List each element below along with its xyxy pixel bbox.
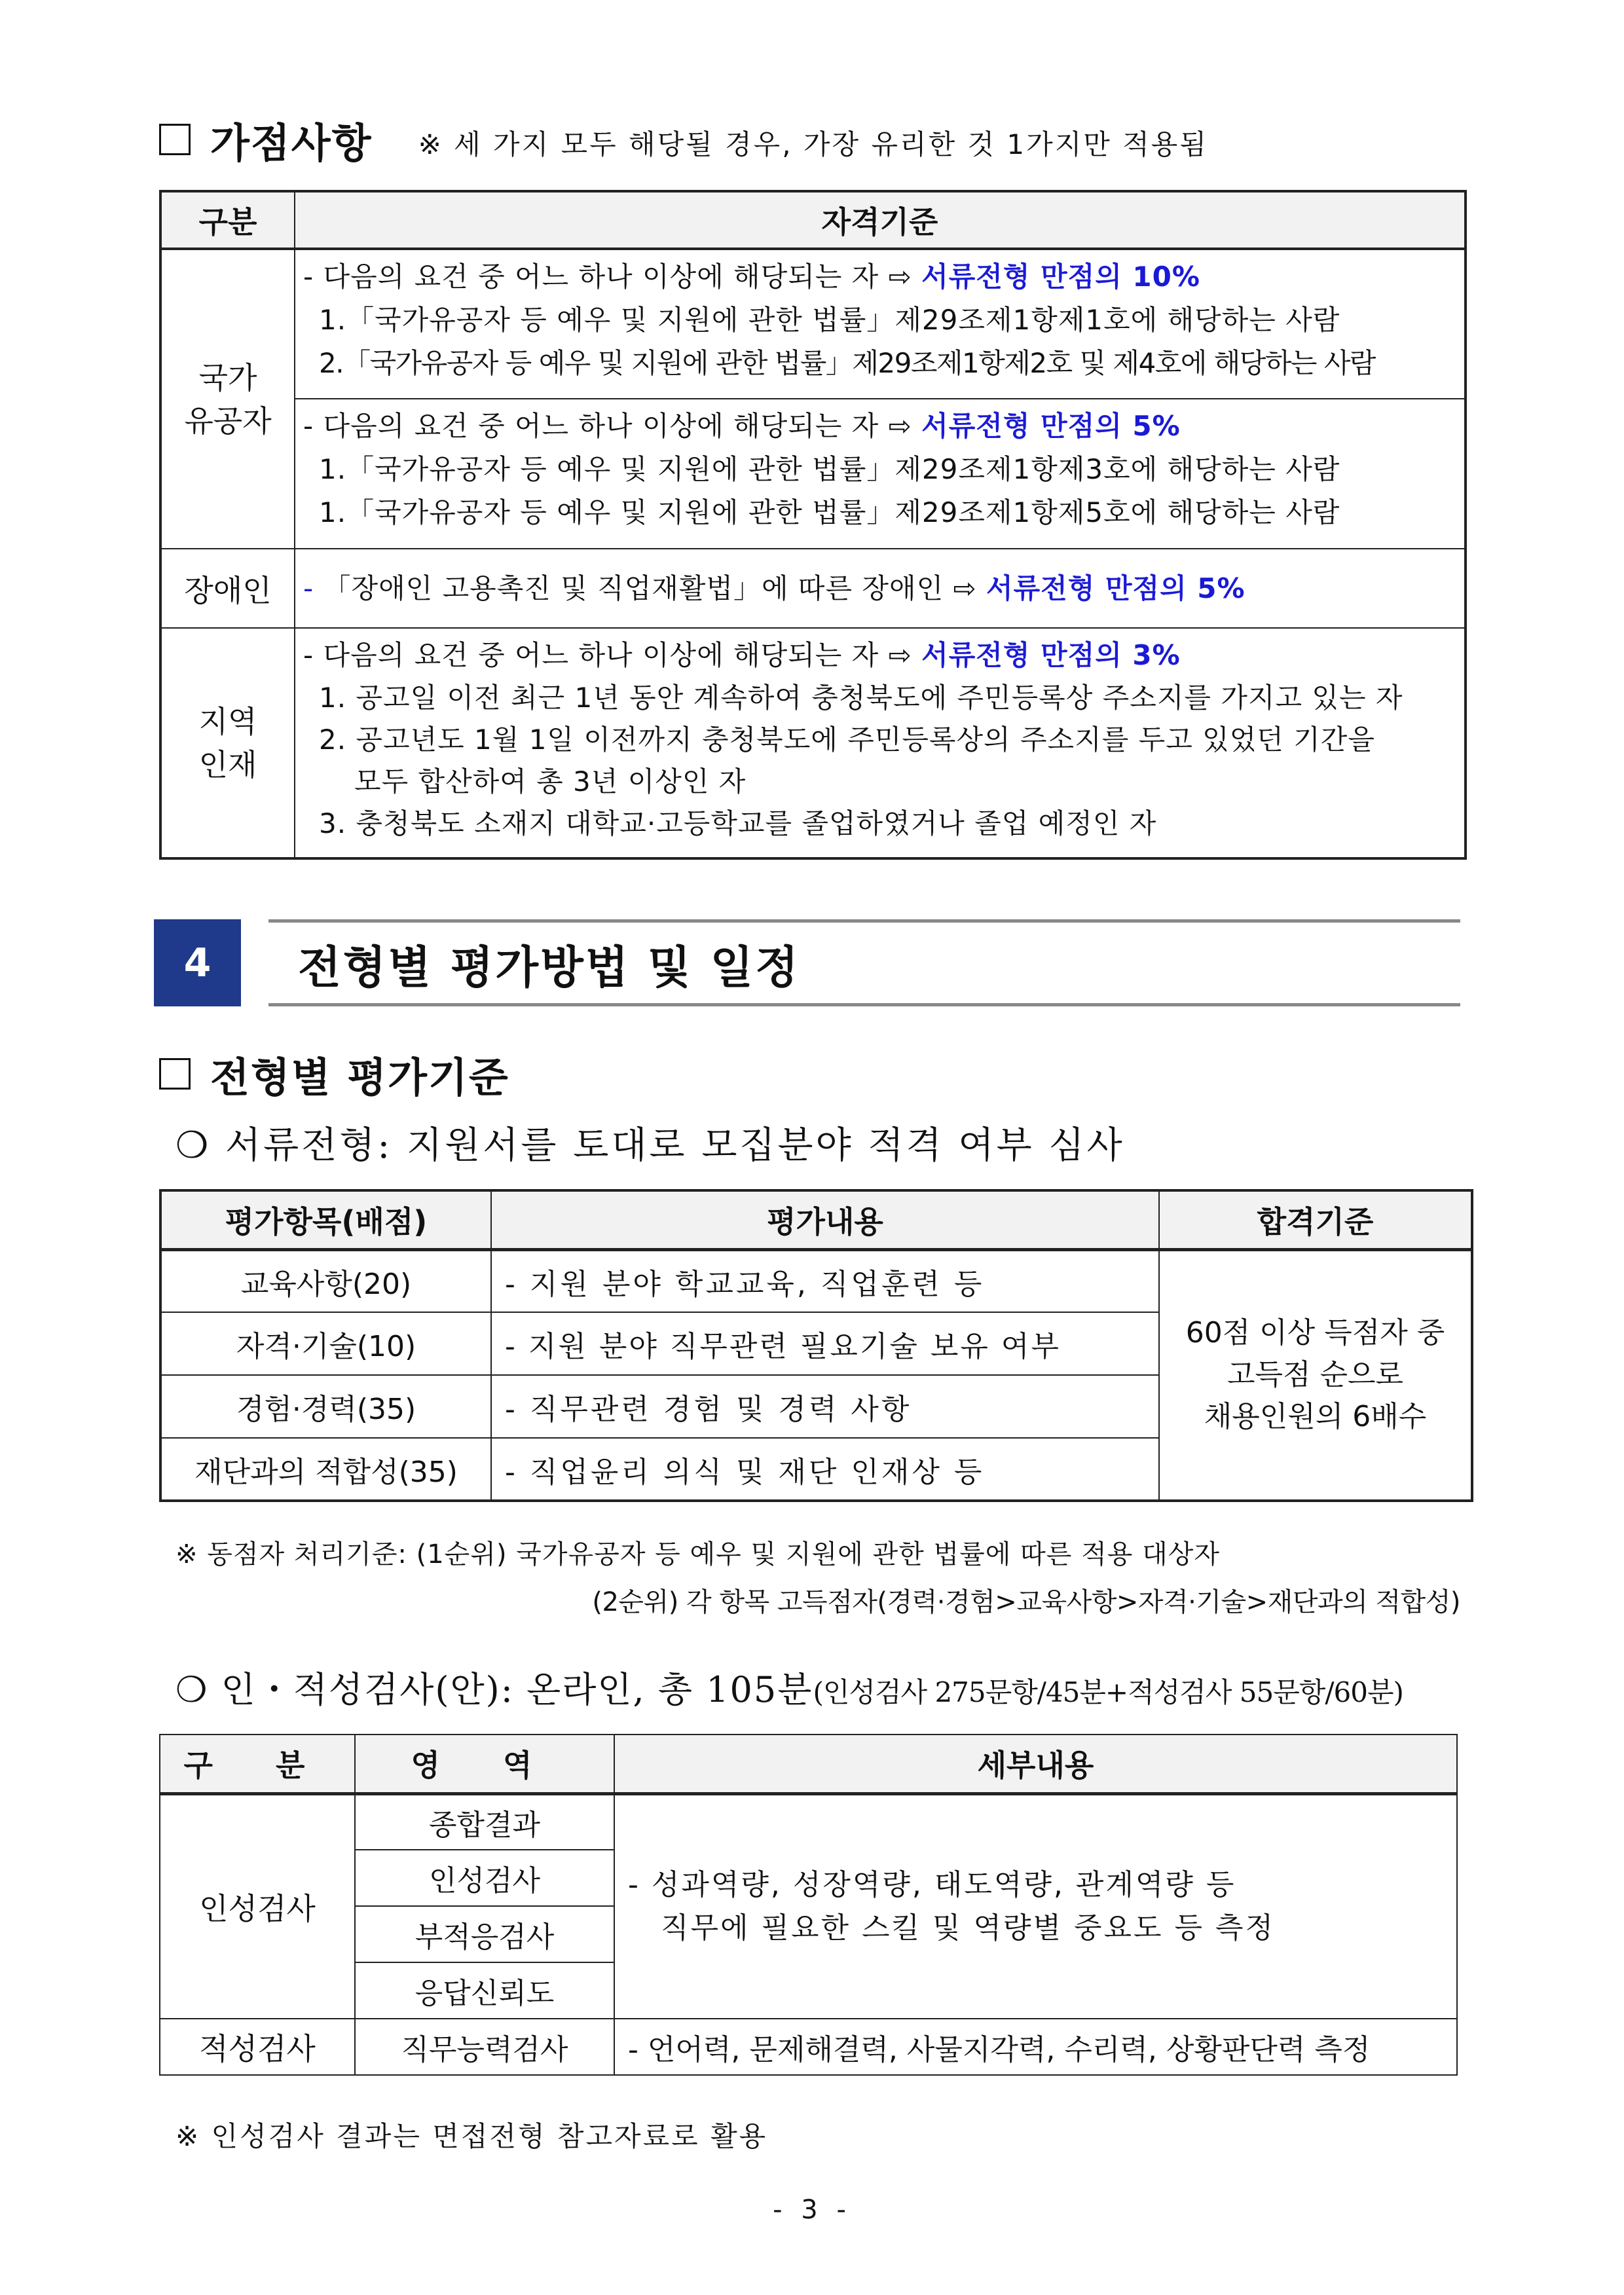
doc-screening-heading: ❍ 서류전형: 지원서를 토대로 모집분야 적격 여부 심사 bbox=[175, 1124, 1125, 1167]
checkbox-square-icon bbox=[159, 1058, 191, 1090]
apt-personality-detail bbox=[614, 1793, 1457, 2019]
local-lead: - 다음의 요건 중 어느 하나 이상에 해당되는 자 ⇨ bbox=[303, 639, 922, 671]
apt-aptitude-area: 직무능력검사 bbox=[355, 2019, 614, 2075]
doc-row-4-item: 재단과의 적합성(35) bbox=[160, 1438, 491, 1501]
apt-area-2: 인성검사 bbox=[355, 1850, 614, 1906]
apt-header-detail: 세부내용 bbox=[614, 1735, 1457, 1793]
local-item-2-cont: 모두 합산하여 총 3년 이상인 자 bbox=[354, 765, 747, 798]
doc-header-item: 평가항목(배점) bbox=[160, 1190, 491, 1249]
local-criteria bbox=[295, 628, 1466, 858]
doc-pass-criteria bbox=[1159, 1249, 1472, 1501]
doc-criteria-table bbox=[159, 1189, 1473, 1502]
section4-divider-bottom bbox=[268, 1003, 1460, 1006]
veteran-2-highlight: 서류전형 만점의 5% bbox=[921, 410, 1181, 442]
apt-personality-detail-1: - 성과역량, 성장역량, 태도역량, 관계역량 등 bbox=[628, 1867, 1236, 1901]
veteran-label-line1: 국가 bbox=[198, 359, 257, 395]
criteria-title: 전형별 평가기준 bbox=[210, 1053, 509, 1101]
veteran-2-lead-line bbox=[303, 405, 1464, 448]
veteran-2-item-1: 1.「국가유공자 등 예우 및 지원에 관한 법률」제29조제1항제3호에 해당하는 사람 bbox=[319, 453, 1340, 485]
disabled-line bbox=[303, 567, 1464, 610]
doc-header-pass: 합격기준 bbox=[1159, 1190, 1472, 1249]
veteran-1-lead: - 다음의 요건 중 어느 하나 이상에 해당되는 자 ⇨ bbox=[303, 261, 922, 293]
doc-row-1-content: - 지원 분야 학교교육, 직업훈련 등 bbox=[491, 1249, 1159, 1312]
doc-row-2-item: 자격·기술(10) bbox=[160, 1312, 491, 1375]
doc-row-3-item: 경험·경력(35) bbox=[160, 1375, 491, 1438]
doc-row-2-content: - 지원 분야 직무관련 필요기술 보유 여부 bbox=[491, 1312, 1159, 1375]
apt-area-1: 종합결과 bbox=[355, 1793, 614, 1850]
apt-aptitude-detail: - 언어력, 문제해결력, 사물지각력, 수리력, 상황판단력 측정 bbox=[614, 2019, 1457, 2075]
page-number: - 3 - bbox=[773, 2195, 851, 2225]
local-label-line2: 인재 bbox=[198, 746, 257, 782]
aptitude-table bbox=[159, 1734, 1458, 2076]
doc-pass-line2: 고득점 순으로 bbox=[1227, 1358, 1403, 1392]
section4-number: 4 bbox=[154, 919, 241, 1006]
local-item-3: 3. 충청북도 소재지 대학교·고등학교를 졸업하였거나 졸업 예정인 자 bbox=[319, 807, 1157, 839]
doc-header-content: 평가내용 bbox=[491, 1190, 1159, 1249]
veteran-1-highlight: 서류전형 만점의 10% bbox=[921, 261, 1200, 293]
local-label-line1: 지역 bbox=[198, 703, 257, 739]
apt-header-area: 영 역 bbox=[355, 1735, 614, 1793]
tie-note-1: ※ 동점자 처리기준: (1순위) 국가유공자 등 예우 및 지원에 관한 법률에 따른 적용 대상자 bbox=[175, 1539, 1221, 1570]
apt-aptitude-label: 적성검사 bbox=[160, 2019, 355, 2075]
veteran-1-lead-line bbox=[303, 255, 1464, 299]
aptitude-heading-main: ❍ 인・적성검사(안): 온라인, 총 105분 bbox=[175, 1669, 813, 1710]
doc-pass-line1: 60점 이상 득점자 중 bbox=[1185, 1316, 1445, 1350]
disabled-lead: 「장애인 고용촉진 및 직업재활법」에 따른 장애인 ⇨ bbox=[323, 572, 987, 604]
veteran-1-item-2: 2.「국가유공자 등 예우 및 지원에 관한 법률」제29조제1항제2호 및 제4호에 해당하는 사람 bbox=[319, 347, 1375, 379]
veteran-criteria-2 bbox=[295, 399, 1466, 549]
tie-note-2: (2순위) 각 항목 고득점자(경력·경험>교육사항>자격·기술>재단과의 적합성) bbox=[592, 1587, 1460, 1617]
apt-header-category: 구 분 bbox=[160, 1735, 355, 1793]
disabled-highlight: 서류전형 만점의 5% bbox=[986, 572, 1246, 604]
section4-divider-top bbox=[268, 919, 1460, 923]
bonus-header-category: 구분 bbox=[160, 191, 295, 249]
checkbox-square-icon bbox=[159, 124, 191, 155]
local-label bbox=[160, 628, 295, 858]
apt-area-3: 부적응검사 bbox=[355, 1906, 614, 1962]
veteran-2-lead: - 다음의 요건 중 어느 하나 이상에 해당되는 자 ⇨ bbox=[303, 410, 922, 442]
bonus-header-criteria: 자격기준 bbox=[295, 191, 1466, 249]
veteran-criteria-1 bbox=[295, 249, 1466, 399]
bonus-heading bbox=[159, 110, 1208, 169]
doc-row-3-content: - 직무관련 경험 및 경력 사항 bbox=[491, 1375, 1159, 1438]
criteria-heading bbox=[159, 1044, 509, 1103]
doc-row-4-content: - 직업윤리 의식 및 재단 인재상 등 bbox=[491, 1438, 1159, 1501]
apt-personality-detail-2: 직무에 필요한 스킬 및 역량별 중요도 등 측정 bbox=[661, 1911, 1275, 1945]
bonus-note: ※ 세 가지 모두 해당될 경우, 가장 유리한 것 1가지만 적용됨 bbox=[418, 128, 1208, 160]
disabled-label: 장애인 bbox=[160, 549, 295, 628]
aptitude-note: ※ 인성검사 결과는 면접전형 참고자료로 활용 bbox=[175, 2120, 768, 2152]
bonus-table bbox=[159, 190, 1467, 860]
local-lead-line bbox=[303, 634, 1464, 677]
doc-row-1-item: 교육사항(20) bbox=[160, 1249, 491, 1312]
disabled-criteria bbox=[295, 549, 1466, 628]
veteran-label-line2: 유공자 bbox=[184, 403, 272, 439]
section4-title: 전형별 평가방법 및 일정 bbox=[298, 942, 800, 994]
disabled-dash: - bbox=[303, 572, 323, 604]
local-highlight: 서류전형 만점의 3% bbox=[921, 639, 1181, 671]
aptitude-heading bbox=[175, 1662, 1403, 1712]
veteran-1-item-1: 1.「국가유공자 등 예우 및 지원에 관한 법률」제29조제1항제1호에 해당하는 사람 bbox=[319, 304, 1340, 336]
apt-area-4: 응답신뢰도 bbox=[355, 1962, 614, 2019]
aptitude-heading-sub: (인성검사 275문항/45분+적성검사 55문항/60분) bbox=[813, 1676, 1403, 1708]
bonus-title: 가점사항 bbox=[210, 119, 373, 167]
local-item-2: 2. 공고년도 1월 1일 이전까지 충청북도에 주민등록상의 주소지를 두고 있었던 기간을 bbox=[319, 724, 1375, 756]
apt-personality-label: 인성검사 bbox=[160, 1793, 355, 2019]
doc-pass-line3: 채용인원의 6배수 bbox=[1204, 1400, 1427, 1434]
veteran-2-item-2: 1.「국가유공자 등 예우 및 지원에 관한 법률」제29조제1항제5호에 해당하는 사람 bbox=[319, 496, 1340, 528]
local-item-1: 1. 공고일 이전 최근 1년 동안 계속하여 충청북도에 주민등록상 주소지를 가지고 있는 자 bbox=[319, 682, 1403, 714]
veteran-label bbox=[160, 249, 295, 549]
